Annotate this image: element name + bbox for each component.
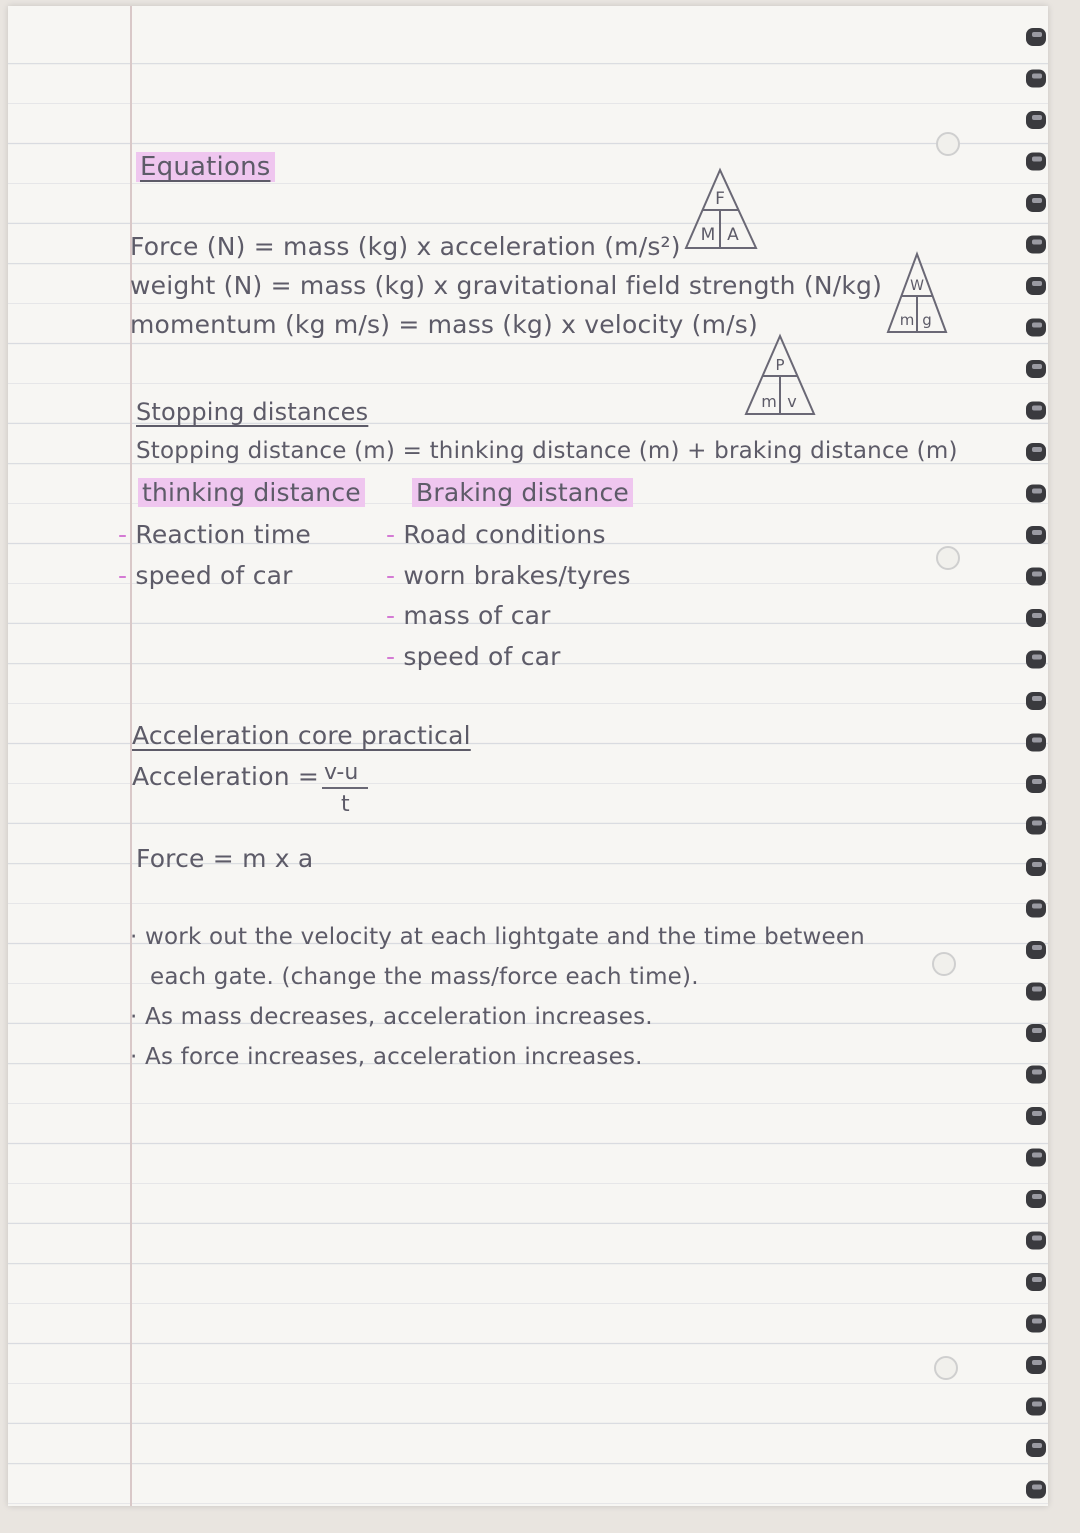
braking-item: - Road conditions — [386, 520, 606, 549]
tri-weight-right: g — [922, 311, 932, 329]
spiral-binding — [1014, 6, 1048, 1506]
spiral-ring-shine — [1032, 447, 1042, 452]
spiral-ring-shine — [1032, 1443, 1042, 1448]
thinking-distance-label: thinking distance — [138, 478, 365, 507]
spiral-ring-shine — [1032, 364, 1042, 369]
fraction-bar — [322, 787, 368, 789]
spiral-ring-shine — [1032, 613, 1042, 618]
spiral-ring-shine — [1032, 1070, 1042, 1075]
force-ma-equation: Force = m x a — [136, 844, 314, 873]
tri-force-right: A — [727, 225, 739, 245]
tri-weight-top: W — [910, 278, 924, 294]
notebook-page — [8, 6, 1048, 1506]
braking-item: - speed of car — [386, 642, 561, 671]
force-equation: Force (N) = mass (kg) x acceleration (m/s²) — [130, 232, 681, 261]
spiral-ring-shine — [1032, 987, 1042, 992]
momentum-triangle — [742, 332, 818, 418]
practical-note: · As mass decreases, acceleration increases. — [130, 1004, 653, 1030]
spiral-ring-shine — [1032, 821, 1042, 826]
tri-force-left: M — [700, 225, 716, 245]
spiral-ring-shine — [1032, 32, 1042, 37]
punch-hole — [936, 546, 960, 570]
stopping-heading: Stopping distances — [136, 398, 369, 426]
practical-note: · As force increases, acceleration increases. — [130, 1044, 643, 1070]
braking-item: - worn brakes/tyres — [386, 561, 631, 590]
spiral-ring-shine — [1032, 281, 1042, 286]
tri-weight-left: m — [899, 311, 915, 329]
fraction-numerator: v-u — [324, 760, 359, 785]
tri-momentum-top: P — [775, 356, 785, 374]
force-triangle — [680, 166, 760, 252]
spiral-ring-shine — [1032, 1236, 1042, 1241]
spiral-ring-shine — [1032, 323, 1042, 328]
tri-force-top: F — [715, 189, 725, 209]
spiral-ring-shine — [1032, 945, 1042, 950]
spiral-ring-shine — [1032, 1319, 1042, 1324]
spiral-ring-shine — [1032, 696, 1042, 701]
spiral-ring-shine — [1032, 904, 1042, 909]
spiral-ring-shine — [1032, 530, 1042, 535]
practical-heading: Acceleration core practical — [132, 721, 471, 750]
spiral-ring-shine — [1032, 240, 1042, 245]
spiral-ring-shine — [1032, 1402, 1042, 1407]
stopping-formula: Stopping distance (m) = thinking distance (m) + braking distance (m) — [136, 438, 958, 464]
spiral-ring-shine — [1032, 655, 1042, 660]
spiral-ring-shine — [1032, 198, 1042, 203]
thinking-item: - Reaction time — [118, 520, 312, 549]
spiral-ring-shine — [1032, 157, 1042, 162]
spiral-ring-shine — [1032, 1153, 1042, 1158]
equations-heading: Equations — [136, 152, 275, 182]
spiral-ring-shine — [1032, 1485, 1042, 1490]
spiral-ring-shine — [1032, 1277, 1042, 1282]
acceleration-label: Acceleration = — [132, 762, 320, 791]
practical-note: · work out the velocity at each lightgate and the time between — [130, 924, 865, 950]
punch-hole — [936, 132, 960, 156]
punch-hole — [932, 952, 956, 976]
thinking-item: - speed of car — [118, 561, 293, 590]
braking-distance-label: Braking distance — [412, 478, 633, 507]
spiral-ring-shine — [1032, 1028, 1042, 1033]
spiral-ring-shine — [1032, 74, 1042, 79]
weight-equation: weight (N) = mass (kg) x gravitational field strength (N/kg) — [130, 271, 883, 300]
fraction-denominator: t — [341, 792, 350, 817]
tri-momentum-left: m — [761, 392, 777, 411]
momentum-equation: momentum (kg m/s) = mass (kg) x velocity (m/s) — [130, 310, 758, 339]
spiral-ring-shine — [1032, 115, 1042, 120]
spiral-ring-shine — [1032, 779, 1042, 784]
punch-hole — [934, 1356, 958, 1380]
spiral-ring-shine — [1032, 406, 1042, 411]
spiral-ring-shine — [1032, 1194, 1042, 1199]
braking-item: - mass of car — [386, 601, 551, 630]
practical-note: each gate. (change the mass/force each time). — [150, 964, 699, 990]
spiral-ring-shine — [1032, 738, 1042, 743]
weight-triangle — [884, 250, 950, 336]
spiral-ring-shine — [1032, 489, 1042, 494]
spiral-ring-shine — [1032, 572, 1042, 577]
spiral-ring-shine — [1032, 1360, 1042, 1365]
spiral-ring-shine — [1032, 1111, 1042, 1116]
tri-momentum-right: v — [787, 392, 797, 411]
spiral-ring-shine — [1032, 862, 1042, 867]
margin-line — [130, 6, 132, 1506]
